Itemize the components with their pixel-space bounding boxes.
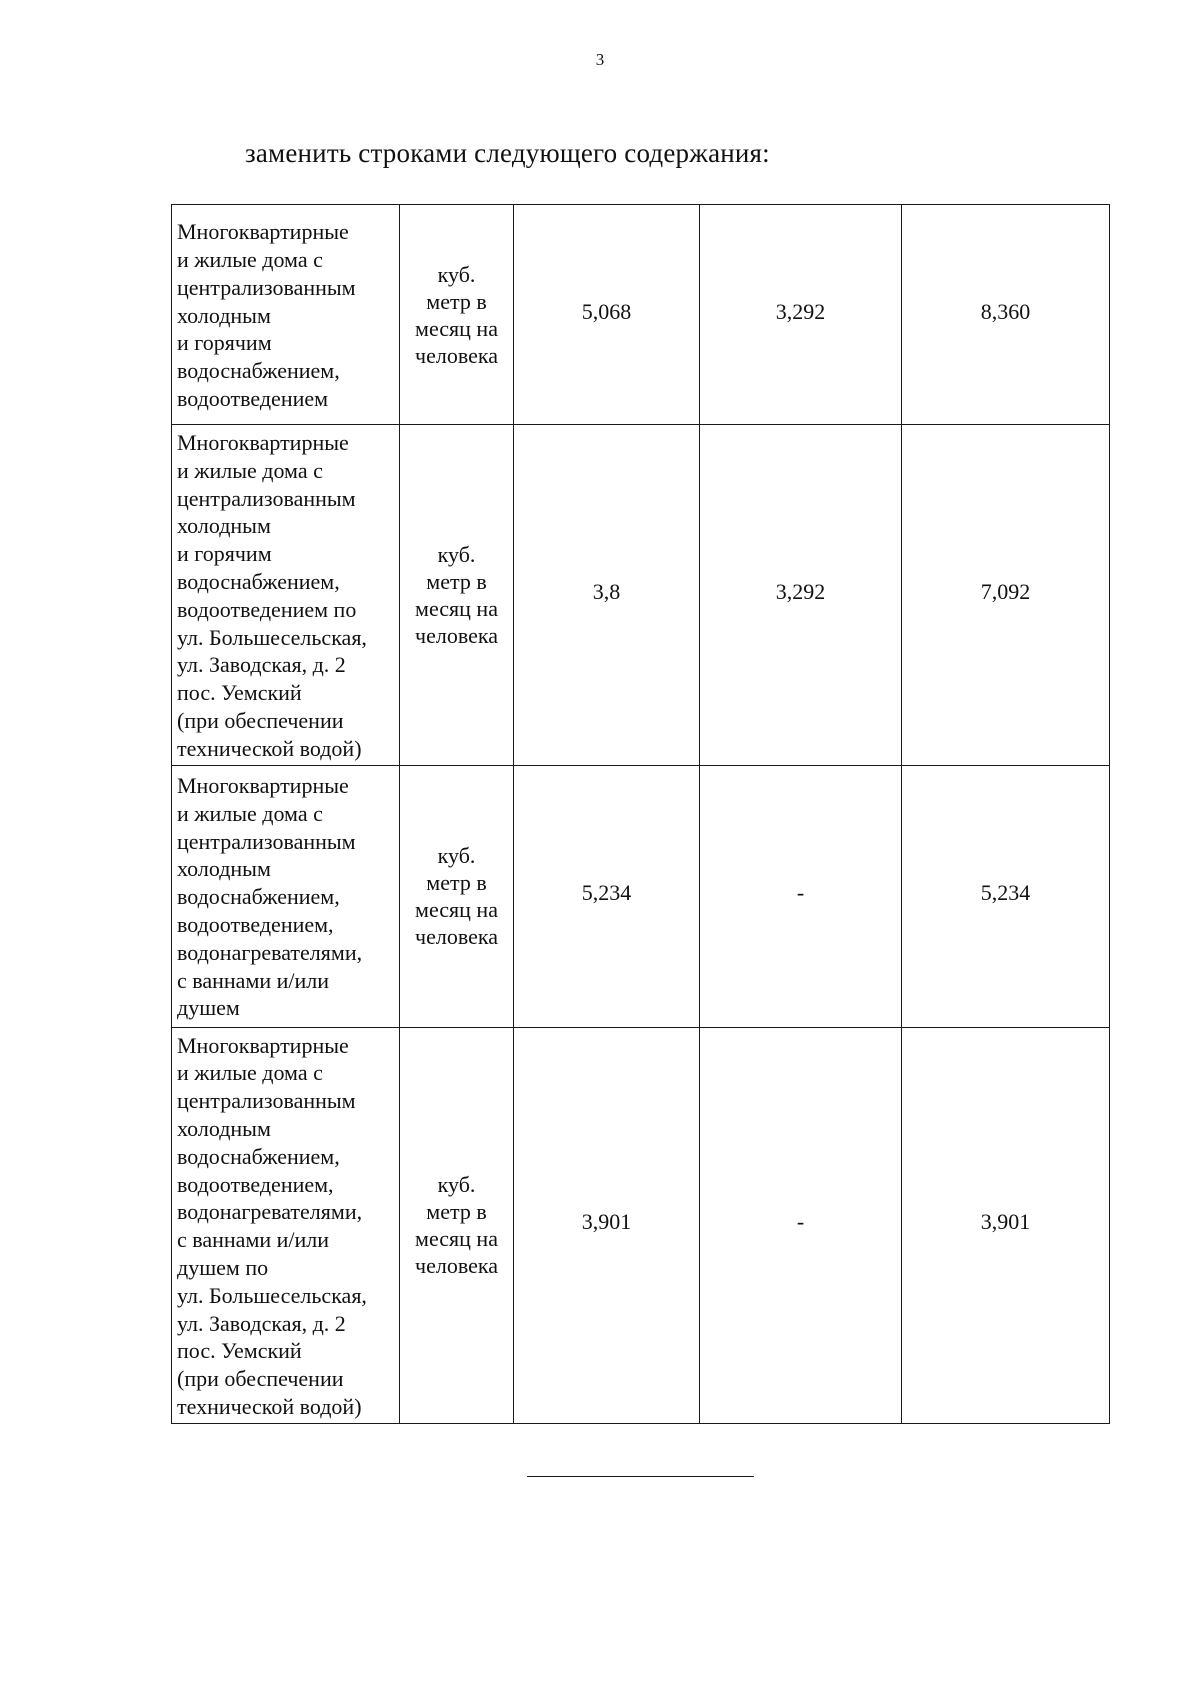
table-row [172, 425, 1110, 766]
unit-cell: куб. метр в месяц на человека [400, 425, 514, 766]
unit-cell: куб. метр в месяц на человека [400, 205, 514, 425]
housing-description-cell: Многоквартирные и жилые дома с централизованным холодным водоснабжением, водоотведением, водонагревателями, с ваннами и/или душем по ул. Большесельская, ул. Заводская, д. 2 пос. Уемский (при обеспечении технической водой) [172, 1027, 400, 1423]
housing-description-cell: Многоквартирные и жилые дома с централизованным холодным и горячим водоснабжением, водоотведением [172, 205, 400, 425]
value-cell-2: - [700, 765, 902, 1027]
value-cell-2: - [700, 1027, 902, 1423]
intro-text: заменить строками следующего содержания: [245, 138, 770, 168]
housing-description-cell: Многоквартирные и жилые дома с централизованным холодным водоснабжением, водоотведением, водонагревателями, с ваннами и/или душем [172, 765, 400, 1027]
value-cell-1: 3,901 [514, 1027, 700, 1423]
value-cell-1: 5,234 [514, 765, 700, 1027]
housing-description-cell: Многоквартирные и жилые дома с централизованным холодным и горячим водоснабжением, водоотведением по ул. Большесельская, ул. Заводская, д. 2 пос. Уемский (при обеспечении технической водой) [172, 425, 400, 766]
value-cell-1: 5,068 [514, 205, 700, 425]
value-cell-2: 3,292 [700, 425, 902, 766]
closing-divider [527, 1476, 754, 1477]
value-cell-2: 3,292 [700, 205, 902, 425]
norms-table [171, 204, 1110, 1424]
value-cell-total: 8,360 [902, 205, 1110, 425]
value-cell-total: 3,901 [902, 1027, 1110, 1423]
table-row [172, 765, 1110, 1027]
value-cell-total: 5,234 [902, 765, 1110, 1027]
page-number: 3 [595, 50, 605, 69]
unit-cell: куб. метр в месяц на человека [400, 1027, 514, 1423]
table-row [172, 205, 1110, 425]
unit-cell: куб. метр в месяц на человека [400, 765, 514, 1027]
value-cell-total: 7,092 [902, 425, 1110, 766]
table-row [172, 1027, 1110, 1423]
value-cell-1: 3,8 [514, 425, 700, 766]
